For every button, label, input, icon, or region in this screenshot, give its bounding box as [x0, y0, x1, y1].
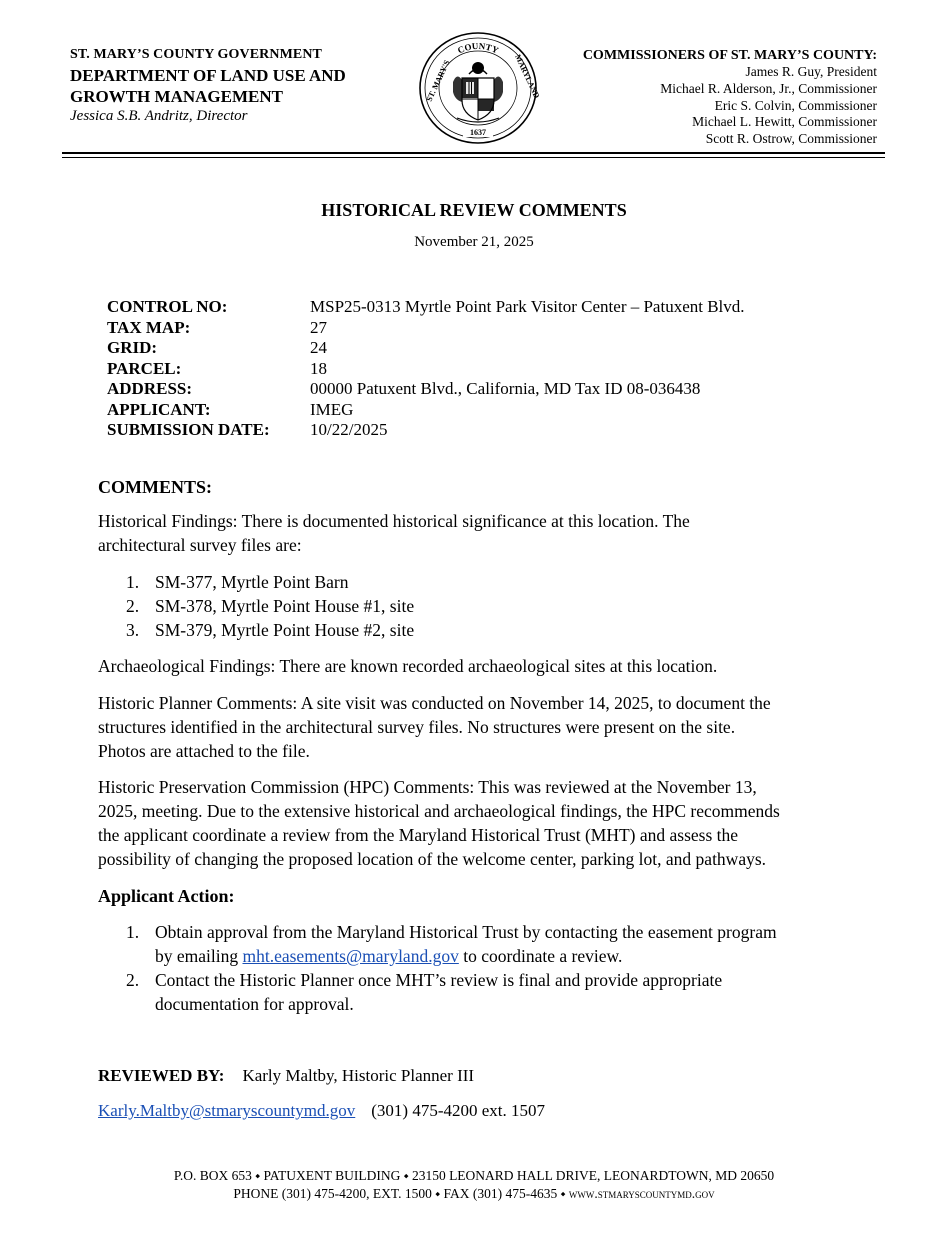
commissioner: James R. Guy, President — [745, 64, 877, 79]
reviewer-name: Karly Maltby, Historic Planner III — [242, 1066, 475, 1085]
reviewer-phone: (301) 475-4200 ext. 1507 — [371, 1101, 546, 1120]
planner-line: Photos are attached to the file. — [98, 741, 310, 761]
reviewed-label: REVIEWED BY: — [98, 1066, 225, 1085]
info-label: PARCEL: — [107, 358, 182, 378]
seal-top-text: COUNTY — [455, 40, 501, 56]
historical-line: Historical Findings: There is documented historical significance at this location. The — [98, 511, 690, 531]
commissioners-title: COMMISSIONERS OF ST. MARY’S COUNTY: — [582, 48, 877, 63]
info-value: 00000 Patuxent Blvd., California, MD Tax ID 08-036438 — [310, 379, 701, 398]
list-item: 1. Obtain approval from the Maryland Historical Trust by contacting the easement program by emailing mht.easements@maryland.gov to coordinate a review. — [126, 922, 777, 966]
archaeological-findings: Archaeological Findings: There are known recorded archaeological sites at this location. — [98, 656, 718, 676]
info-value: 18 — [310, 358, 327, 378]
info-label: SUBMISSION DATE: — [107, 420, 270, 439]
commissioner: Michael L. Hewitt, Commissioner — [692, 114, 877, 130]
info-row-tax-map — [107, 318, 745, 339]
info-row-grid — [107, 338, 745, 359]
info-row-submission-date — [107, 420, 745, 441]
info-row-control — [107, 297, 745, 318]
hpc-line: 2025, meeting. Due to the extensive historical and archaeological findings, the HPC recommends — [98, 801, 780, 821]
footer-phone: PHONE (301) 475-4200, EXT. 1500 ⬩ FAX (301) 475-4635 ⬩ www.stmaryscountymd.gov — [233, 1186, 715, 1201]
info-label: ADDRESS: — [107, 379, 193, 398]
seal-year: 1637 — [470, 128, 486, 137]
reviewer-email-link[interactable]: Karly.Maltby@stmaryscountymd.gov — [98, 1101, 356, 1120]
hpc-comments — [98, 775, 868, 871]
info-value: 10/22/2025 — [310, 420, 388, 439]
info-row-address — [107, 379, 745, 400]
applicant-action-list — [98, 920, 868, 1016]
county-seal — [417, 30, 539, 146]
planner-line: structures identified in the architectural survey files. No structures were present on the site. — [98, 717, 736, 737]
list-item: 2. SM-378, Myrtle Point House #1, site — [126, 596, 415, 616]
info-value: MSP25-0313 Myrtle Point Park Visitor Center – Patuxent Blvd. — [310, 297, 745, 316]
info-value: 27 — [310, 317, 327, 337]
director: Jessica S.B. Andritz, Director — [70, 108, 248, 124]
info-table — [107, 297, 745, 441]
commissioners-block — [583, 47, 877, 148]
commissioner: Michael R. Alderson, Jr., Commissioner — [660, 80, 877, 96]
historical-findings — [98, 509, 868, 557]
info-label: GRID: — [107, 338, 158, 357]
department-block — [70, 47, 346, 126]
dept-line-1: DEPARTMENT OF LAND USE AND — [70, 66, 346, 85]
commissioner: Eric S. Colvin, Commissioner — [714, 97, 877, 113]
info-row-parcel — [107, 359, 745, 380]
seal-left-text: ST. MARY'S — [424, 58, 452, 103]
planner-line: Historic Planner Comments: A site visit was conducted on November 14, 2025, to document the — [98, 693, 771, 713]
dept-line-2: GROWTH MANAGEMENT — [70, 87, 283, 106]
header-divider — [62, 152, 885, 154]
document-date: November 21, 2025 — [414, 234, 534, 250]
list-item: 1. SM-377, Myrtle Point Barn — [126, 572, 349, 592]
coat-of-arms-icon — [453, 62, 503, 122]
info-value: IMEG — [310, 399, 354, 419]
list-item: 2. Contact the Historic Planner once MHT’s review is final and provide appropriate documentation for approval. — [126, 970, 723, 1014]
info-label: APPLICANT: — [107, 399, 211, 419]
info-value: 24 — [310, 338, 327, 357]
hpc-line: possibility of changing the proposed location of the welcome center, parking lot, and pathways. — [98, 849, 767, 869]
gov-name: ST. MARY’S COUNTY GOVERNMENT — [70, 47, 322, 62]
info-label: TAX MAP: — [107, 317, 191, 337]
hpc-line: Historic Preservation Commission (HPC) Comments: This was reviewed at the November 13, — [98, 777, 757, 797]
planner-comments — [98, 691, 868, 763]
document-title: HISTORICAL REVIEW COMMENTS — [321, 200, 627, 220]
historical-line: architectural survey files are: — [98, 535, 302, 555]
mht-email-link[interactable]: mht.easements@maryland.gov — [242, 946, 459, 966]
header-divider-thin — [62, 157, 885, 158]
applicant-action-heading: Applicant Action: — [98, 886, 235, 906]
svg-text:COUNTY — [456, 41, 500, 56]
comments-heading: COMMENTS: — [98, 477, 212, 497]
page-footer — [0, 1167, 948, 1203]
footer-address: P.O. BOX 653 ⬩ PATUXENT BUILDING ⬩ 23150 LEONARD HALL DRIVE, LEONARDTOWN, MD 20650 — [173, 1168, 775, 1183]
list-item: 3. SM-379, Myrtle Point House #2, site — [126, 620, 415, 640]
commissioner: Scott R. Ostrow, Commissioner — [705, 131, 877, 147]
reviewer-contact — [98, 1101, 545, 1121]
seal-right-text: MARYLAND — [513, 53, 539, 100]
reviewed-by — [98, 1066, 474, 1086]
info-label: CONTROL NO: — [107, 297, 228, 316]
hpc-line: the applicant coordinate a review from the Maryland Historical Trust (MHT) and assess the — [98, 825, 739, 845]
info-row-applicant — [107, 400, 745, 421]
survey-files-list — [98, 570, 868, 642]
